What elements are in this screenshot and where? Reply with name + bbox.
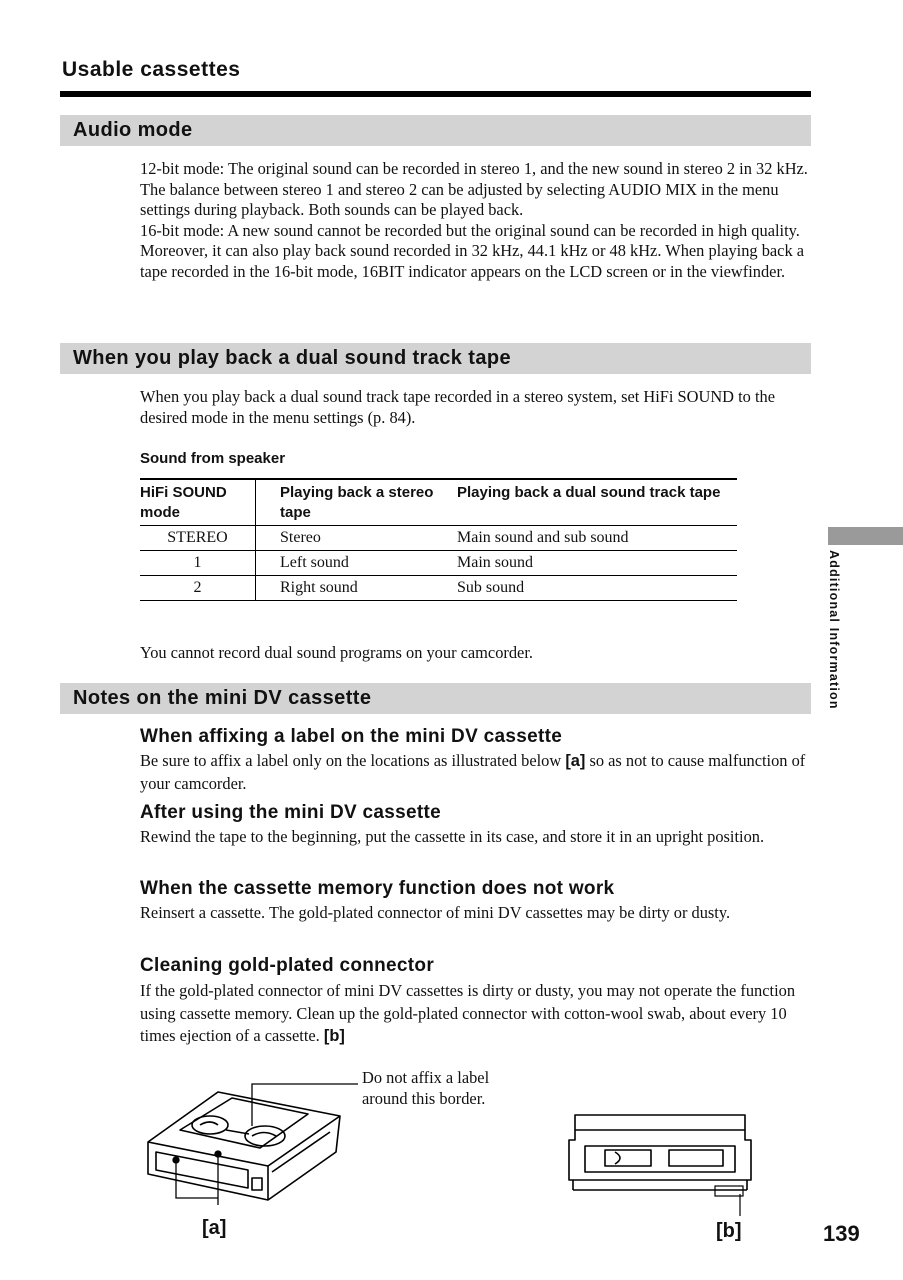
table-title: Sound from speaker: [140, 450, 286, 467]
table-cell: Main sound: [457, 551, 737, 576]
page-number: 139: [823, 1221, 860, 1246]
label-border-callout: Do not affix a label around this border.: [362, 1068, 490, 1108]
page-title: Usable cassettes: [62, 58, 241, 81]
table-cell: Sub sound: [457, 576, 737, 601]
note-title-memory: When the cassette memory function does not work: [140, 878, 615, 899]
note-text-label-part1: Be sure to affix a label only on the locations as illustrated below: [140, 751, 562, 770]
table-cell: Left sound: [256, 551, 458, 576]
table-cell: Main sound and sub sound: [457, 526, 737, 551]
table-cell: Right sound: [256, 576, 458, 601]
note-text-label-part2: so as not to cause malfunction of your camcorder.: [140, 751, 806, 793]
table-cell: 2: [140, 576, 256, 601]
audio-mode-text: [140, 159, 812, 283]
note-title-label: When affixing a label on the mini DV cassette: [140, 726, 563, 747]
table-row: [140, 576, 737, 601]
side-tab-bar: [828, 527, 903, 545]
section-bar-audio-mode: [60, 115, 811, 146]
note-text-cleaning-body: If the gold-plated connector of mini DV cassettes is dirty or dusty, you may not operate the function using cassette memory. Clean up the gold-plated connector with cotton-wool swab, about every 10 times ejection of a cassette.: [140, 981, 796, 1045]
figure-ref-b: [b]: [323, 1027, 345, 1045]
note-text-memory: Reinsert a cassette. The gold-plated connector of mini DV cassettes may be dirty or dusty.: [140, 903, 731, 922]
table-cell: STEREO: [140, 526, 256, 551]
audio-16bit-paragraph: 16-bit mode: A new sound cannot be recorded but the original sound can be recorded in high quality. Moreover, it can also play back sound recorded in 32 kHz, 44.1 kHz or 48 kHz. When playing back a tape recorded in the 16-bit mode, 16BIT indicator appears on the LCD screen or in the viewfinder.: [140, 220, 805, 281]
note-title-cleaning: Cleaning gold-plated connector: [140, 955, 435, 976]
table-header-cell: Playing back a stereo tape: [256, 479, 458, 526]
note-title-after-use: After using the mini DV cassette: [140, 802, 442, 823]
table-header-cell: HiFi SOUND mode: [140, 479, 256, 526]
note-text-after-use: Rewind the tape to the beginning, put the cassette in its case, and store it in an upright position.: [140, 827, 765, 846]
table-cell: 1: [140, 551, 256, 576]
note-text-cleaning: [140, 980, 810, 1048]
audio-12bit-paragraph: 12-bit mode: The original sound can be recorded in stereo 1, and the new sound in stereo 2 in 32 kHz. The balance between stereo 1 and stereo 2 can be adjusted by selecting AUDIO MIX in the menu settings during playback. Both sounds can be played back.: [140, 159, 808, 220]
dual-sound-note: You cannot record dual sound programs on your camcorder.: [140, 643, 533, 662]
dual-sound-intro: When you play back a dual sound track tape recorded in a stereo system, set HiFi SOUND to the desired mode in the menu settings (p. 84).: [140, 387, 775, 427]
cassette-connector-illustration: [565, 1110, 755, 1220]
section-bar-dual-sound: [60, 343, 811, 374]
figure-label-a: [a]: [202, 1217, 227, 1239]
title-rule: [60, 91, 811, 97]
figure-ref-a: [a]: [565, 752, 586, 770]
sound-table: [140, 478, 737, 601]
section-bar-notes: [60, 683, 811, 714]
section-heading-dual-sound: When you play back a dual sound track tape: [73, 347, 512, 369]
section-heading-audio-mode: Audio mode: [73, 119, 193, 141]
side-tab-label: Additional Information: [827, 550, 841, 710]
table-cell: Stereo: [256, 526, 458, 551]
table-row: [140, 551, 737, 576]
table-row: [140, 526, 737, 551]
cassette-label-illustration: [140, 1070, 370, 1220]
table-header-row: [140, 479, 737, 526]
note-text-label: [140, 750, 810, 794]
table-header-cell: Playing back a dual sound track tape: [457, 479, 737, 526]
figure-label-b: [b]: [716, 1220, 742, 1242]
section-heading-notes: Notes on the mini DV cassette: [73, 687, 372, 709]
